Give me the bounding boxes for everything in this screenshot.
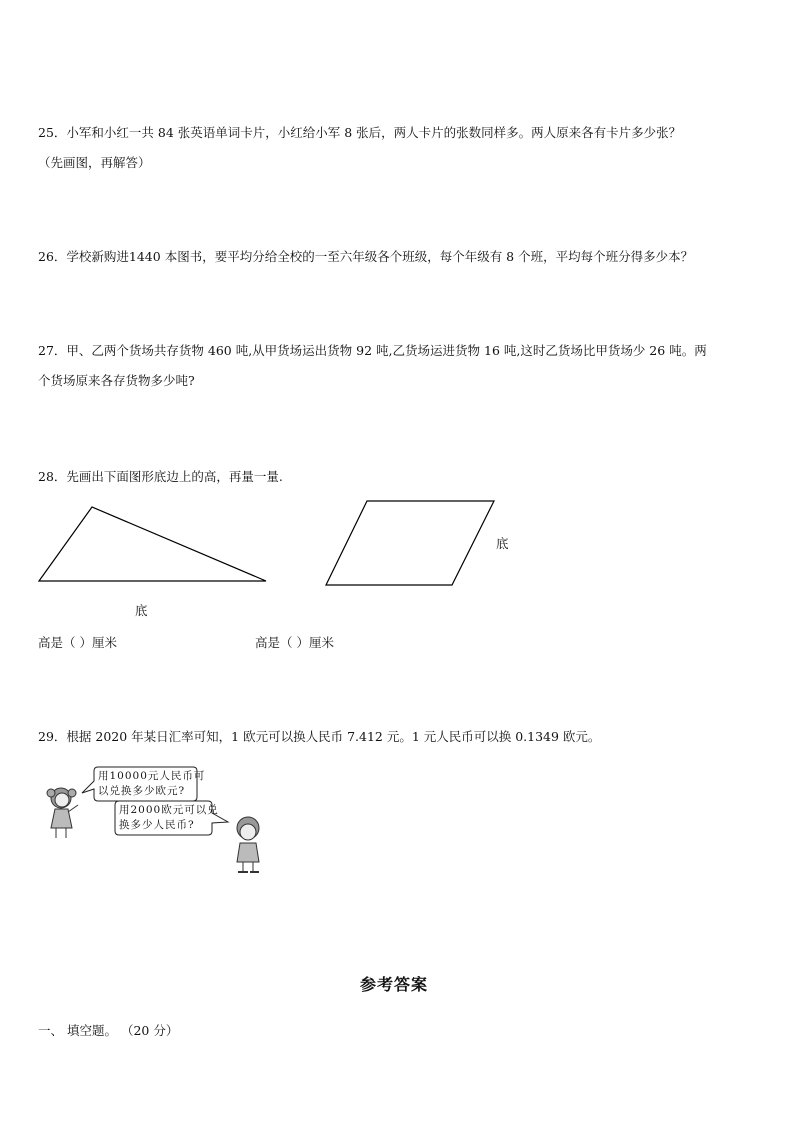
question-26-text: 26．学校新购进1440 本图书，要平均分给全校的一至六年级各个班级，每个年级有 8 个班，平均每个班分得多少本？ bbox=[38, 249, 694, 264]
answer-height-triangle: 高是（ ）厘米 bbox=[38, 635, 117, 650]
question-29-text: 29．根据 2020 年某日汇率可知，1 欧元可以换人民币 7.412 元。1 元人民币可以换 0.1349 欧元。 bbox=[38, 729, 601, 744]
question-27-text: 27．甲、乙两个货场共存货物 460 吨,从甲货场运出货物 92 吨,乙货场运进货物 16 吨,这时乙货场比甲货场少 26 吨。两 bbox=[38, 343, 707, 358]
question-28-text: 28．先画出下面图形底边上的高，再量一量. bbox=[38, 469, 283, 484]
boy-figure bbox=[237, 817, 259, 872]
answer-height-parallelogram: 高是（ ）厘米 bbox=[255, 635, 334, 650]
boy-bubble-line2: 换多少人民币? bbox=[119, 819, 195, 831]
girl-bubble-line2: 以兑换多少欧元? bbox=[98, 785, 186, 797]
parallelogram-base-label: 底 bbox=[496, 536, 509, 551]
answers-section-1: 一、 填空题。 （20 分） bbox=[38, 1023, 179, 1038]
question-25-text: 25．小军和小红一共 84 张英语单词卡片，小红给小军 8 张后，两人卡片的张数同样多。两人原来各有卡片多少张？ bbox=[38, 125, 682, 140]
girl-bubble-line1: 用10000元人民币可 bbox=[98, 770, 206, 782]
boy-bubble-line1: 用2000欧元可以兑 bbox=[119, 804, 219, 816]
girl-figure bbox=[47, 788, 78, 838]
answers-title: 参考答案 bbox=[360, 975, 429, 994]
question-27-text-cont: 个货场原来各存货物多少吨? bbox=[38, 373, 195, 388]
triangle-base-label: 底 bbox=[135, 603, 148, 618]
question-25-hint: （先画图，再解答） bbox=[38, 155, 151, 170]
